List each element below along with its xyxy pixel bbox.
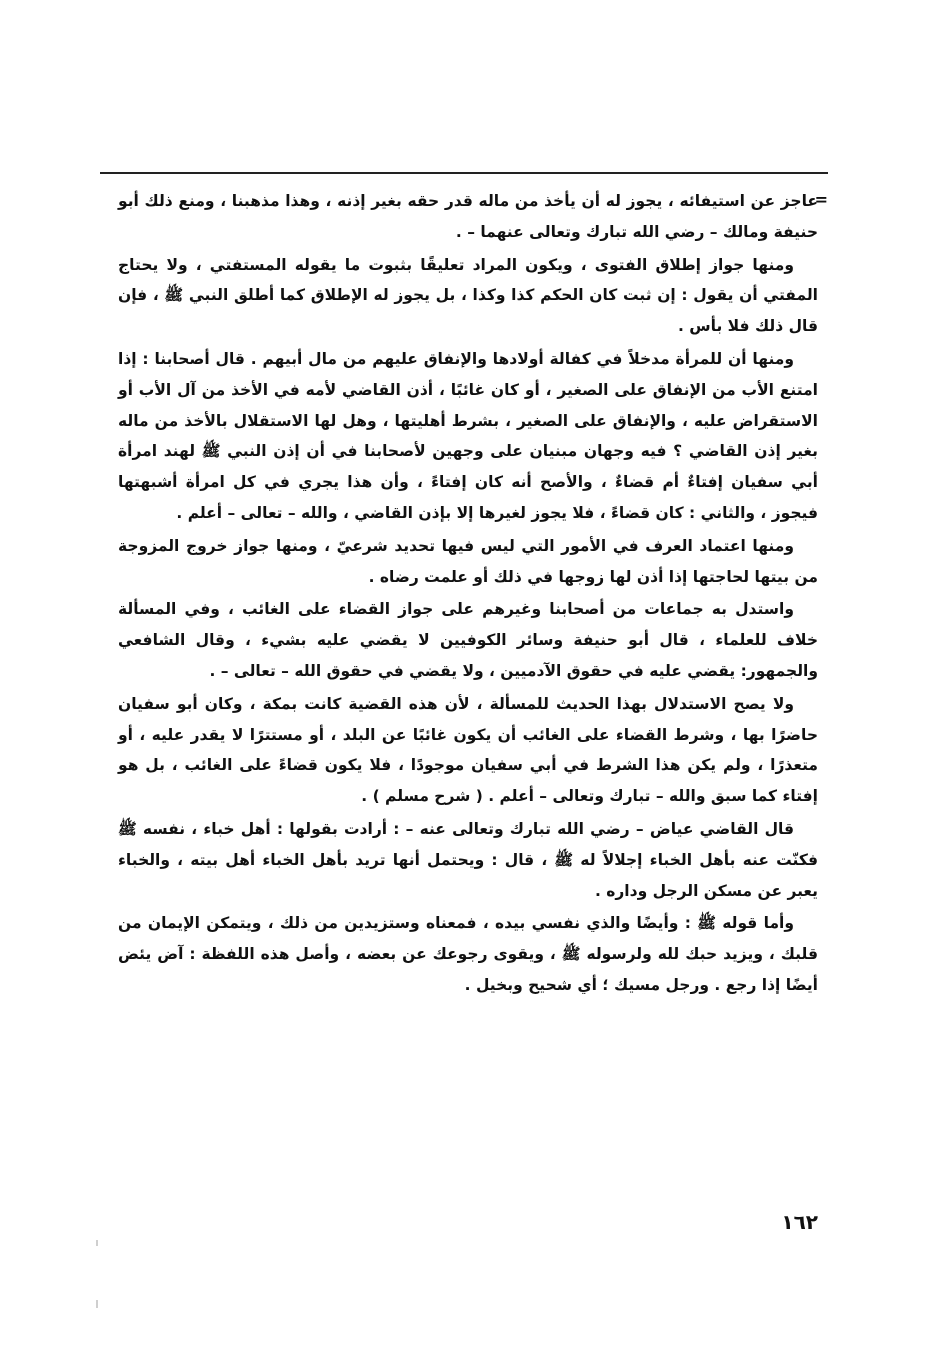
footnote-separator-rule — [100, 172, 828, 174]
paragraph-4: ومنها اعتماد العرف في الأمور التي ليس فيها تحديد شرعيّ ، ومنها جواز خروج المزوجة من بيتها لحاجتها إذا أذن لها زوجها في ذلك أو علمت رضاه . — [118, 536, 818, 586]
page-body — [118, 186, 818, 1003]
paragraph-3: ومنها أن للمرأة مدخلاً في كفالة أولادها والإنفاق عليهم من مال أبيهم . قال أصحابنا : إذا امتنع الأب من الإنفاق على الصغير ، أو كان غائبًا ، أذن القاضي لأمه في الأخذ من آل الأب أو الاستقراض عليه ، والإنفاق على الصغير ، بشرط أهليتها ، وهل لها الاستقلال بالأخذ من ماله بغير إذن القاضي ؟ فيه وجهان مبنيان على وجهين لأصحابنا في أن إذن النبي ﷺ لهند امرأة أبي سفيان إفتاءٌ أم قضاءٌ ، والأصح أنه كان إفتاءً ، وأن هذا يجري في كل امرأة أشبهتها فيجوز ، والثاني : كان قضاءً ، فلا يجوز لغيرها إلا بإذن القاضي ، والله – تعالى – أعلم . — [118, 349, 818, 522]
continuation-mark: = — [814, 190, 828, 209]
page-number: ١٦٢ — [781, 1210, 818, 1234]
paragraph-1: عاجز عن استيفائه ، يجوز له أن يأخذ من ماله قدر حقه بغير إذنه ، وهذا مذهبنا ، ومنع ذلك أبو حنيفة ومالك – رضي الله تبارك وتعالى عنهما – . — [118, 192, 818, 241]
paragraph-5: واستدل به جماعات من أصحابنا وغيرهم على جواز القضاء على الغائب ، وفي المسألة خلاف للعلماء ، قال أبو حنيفة وسائر الكوفيين لا يقضي عليه بشيء ، وقال الشافعي والجمهور: يقضي عليه في حقوق الآدميين ، ولا يقضي في حقوق الله – تعالى – . — [118, 600, 818, 680]
scan-speck — [96, 1240, 98, 1246]
paragraph-7: قال القاضي عياض – رضي الله تبارك وتعالى عنه – : أرادت بقولها : أهل خباء ، نفسه ﷺ فكنّت عنه بأهل الخباء إجلالاً له ﷺ ، قال : ويحتمل أنها تريد بأهل الخباء أهل بيته ، والخباء يعبر عن مسكن الرجل وداره . — [118, 819, 818, 900]
paragraph-8: وأما قوله ﷺ : وأيضًا والذي نفسي بيده ، فمعناه وستزيدين من ذلك ، ويتمكن الإيمان من قلبك ، ويزيد حبك لله ولرسوله ﷺ ، ويقوى رجوعك عن بعضه ، وأصل هذه اللفظة : آض يئض أيضًا إذا رجع . ورجل مسيك ؛ أي شحيح وبخيل . — [118, 914, 818, 994]
scan-speck — [96, 1300, 98, 1308]
paragraph-2: ومنها جواز إطلاق الفتوى ، ويكون المراد تعليقًا بثبوت ما يقوله المستفتي ، ولا يحتاج المفتي أن يقول : إن ثبت كان الحكم كذا وكذا ، بل يجوز له الإطلاق كما أطلق النبي ﷺ ، فإن قال ذلك فلا بأس . — [118, 255, 818, 336]
paragraph-6: ولا يصح الاستدلال بهذا الحديث للمسألة ، لأن هذه القضية كانت بمكة ، وكان أبو سفيان حاضرًا بها ، وشرط القضاء على الغائب أن يكون غائبًا عن البلد ، أو مستترًا لا يقدر عليه ، أو متعذرًا ، ولم يكن هذا الشرط في أبي سفيان موجودًا ، فلا يكون قضاءً على الغائب ، بل هو إفتاء كما سبق والله – تبارك وتعالى – أعلم . ( شرح مسلم ) . — [118, 694, 818, 806]
